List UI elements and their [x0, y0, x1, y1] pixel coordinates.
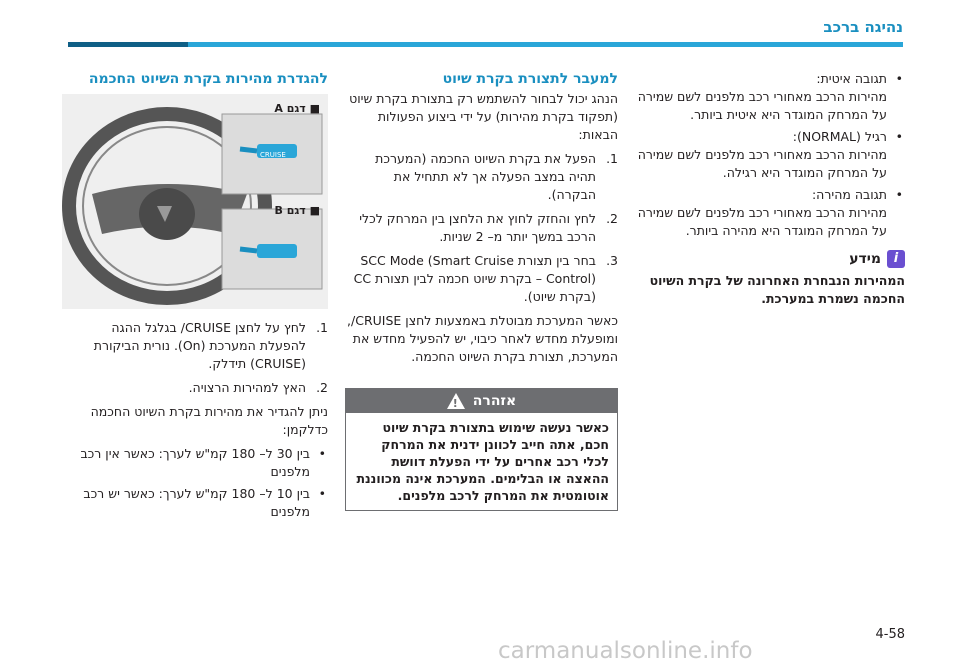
range-item: • בין 10 ל– 180 קמ"ש לערך: כאשר יש רכב מלפנים	[62, 485, 328, 521]
bullet-body: מהירות הרכב מאחורי רכב מלפנים לשם שמירה על המרחק המוגדר היא רגילה.	[637, 147, 887, 180]
middle-column	[345, 70, 618, 511]
info-note-title: מידע	[849, 251, 881, 267]
steering-wheel-figure	[62, 94, 328, 309]
step-1	[345, 150, 618, 204]
section-title-cruise-mode: למעבר לתצורת בקרת שיוט	[442, 71, 618, 87]
left-column	[62, 70, 328, 525]
bullet-head: • תגובה מהירה:	[811, 187, 887, 202]
bullet-fast	[635, 186, 905, 240]
step-1	[62, 319, 328, 373]
section-intro: הנהג יכול לבחור להשתמש רק בתצורת בקרת שיוט (תפקוד בקרת מהירות) על ידי ביצוע הפעולות הבאות:	[349, 91, 618, 142]
step-number: 2.	[316, 380, 328, 395]
bullet-head: • רגיל (NORMAL):	[792, 129, 887, 144]
bullet-normal	[635, 128, 905, 182]
step-text: לחץ והחזק לחוץ את הלחצן בין המרחק לכלי הרכב במשך יותר מ– 2 שניות.	[359, 211, 596, 244]
bullet-body: מהירות הרכב מאחורי רכב מלפנים לשם שמירה על המרחק המוגדר היא איטית ביותר.	[637, 89, 887, 122]
step-number: 1.	[316, 320, 328, 335]
bullet-head: • תגובה איטית:	[816, 71, 887, 86]
step-2	[62, 379, 328, 397]
warning-box	[345, 388, 618, 511]
header-title: נהיגה ברכב	[823, 18, 903, 36]
range-intro: ניתן להגדיר את מהירות בקרת השיוט החכמה כדלקמן:	[90, 404, 328, 437]
step-number: 2.	[606, 211, 618, 226]
warning-header	[346, 389, 617, 413]
range-item: • בין 30 ל– 180 קמ"ש לערך: כאשר אין רכב מלפנים	[62, 445, 328, 481]
bullet-slow	[635, 70, 905, 124]
figure-cruise-button-label: CRUISE	[260, 151, 286, 159]
section-title-set-speed: להגדרת מהירות בקרת השיוט החכמה	[88, 71, 328, 87]
step-2	[345, 210, 618, 246]
watermark: carmanualsonline.info	[498, 638, 753, 664]
warning-triangle-icon: !	[447, 393, 465, 409]
section-after: כאשר המערכת מבוטלת באמצעות לחצן CRUISE/, ומופעלת מחדש לאחר כיבוי, יש להפעיל מחדש את המערכת, תצורת בקרת השיוט החכמה.	[347, 313, 618, 364]
bullet-body: מהירות הרכב מאחורי רכב מלפנים לשם שמירה על המרחק המוגדר היא מהירה ביותר.	[637, 205, 887, 238]
warning-title: אזהרה	[472, 393, 517, 409]
step-text: בחר בין תצורת SCC Mode (Smart Cruise Control) – בקרת שיוט חכמה לבין תצורת CC (בקרת שיוט).	[353, 253, 596, 304]
page-number: 4-58	[875, 627, 905, 642]
step-text: הפעל את בקרת השיוט החכמה (המערכת תהיה במצב הפעלה אך לא תתחיל את הבקרה).	[375, 151, 596, 202]
info-note-header	[635, 250, 905, 268]
step-3	[345, 252, 618, 306]
step-text: לחץ על לחצן CRUISE/ בגלגל ההגה להפעלת המערכת (On). נורית הביקורת (CRUISE) תידלק.	[93, 320, 306, 371]
step-number: 1.	[606, 151, 618, 166]
info-note-body: המהירות הנבחרת האחרונה של בקרת השיוט החכמה נשמרת במערכת.	[649, 273, 905, 306]
header-bar	[68, 42, 903, 47]
step-text: האץ למהירות הרצויה.	[188, 380, 306, 395]
warning-body: כאשר נעשה שימוש בתצורת בקרת שיוט חכם, אתה חייב לכוונן ידנית את המרחק לכלי רכב אחרים על ידי הפעלת דוושת ההאצה או הבלימים. המערכת אינה מכווננת אוטומטית את המרחק לרכב מלפנים.	[356, 420, 609, 503]
figure-label-b: ■ דגם B	[274, 204, 320, 217]
right-column	[635, 70, 905, 308]
step-number: 3.	[606, 253, 618, 268]
header-bar-accent	[68, 42, 188, 47]
info-icon: i	[887, 250, 905, 268]
figure-label-a: ■ דגם A	[274, 102, 320, 115]
